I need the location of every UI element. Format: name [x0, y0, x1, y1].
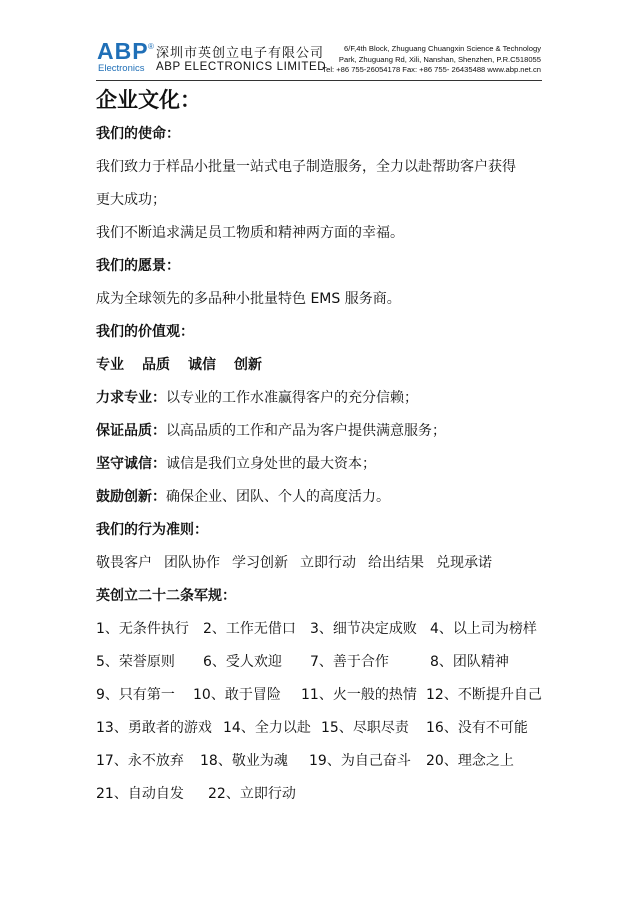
conduct-item: 敬畏客户: [96, 555, 152, 571]
rule-item: 17、永不放弃: [96, 753, 184, 769]
conduct-items: [96, 547, 556, 580]
value-term: 鼓励创新：: [96, 489, 166, 505]
value-desc: 确保企业、团队、个人的高度活力。: [166, 489, 390, 505]
value-item: [96, 448, 556, 481]
values-heading: 我们的价值观：: [96, 324, 194, 340]
conduct-item: 团队协作: [164, 555, 220, 571]
rule-item: 12、不断提升自己: [426, 687, 542, 703]
logo-abp-text: ABP: [97, 38, 149, 64]
mission-heading: 我们的使命：: [96, 126, 180, 142]
address-line: 6/F,4th Block, Zhuguang Chuangxin Science & Technology: [343, 44, 541, 53]
company-name-en: ABP ELECTRONICS LIMITED: [156, 61, 327, 73]
conduct-item: 学习创新: [232, 555, 288, 571]
mission-line: 我们不断追求满足员工物质和精神两方面的幸福。: [96, 225, 404, 241]
mission-line: 我们致力于样品小批量一站式电子制造服务，全力以赴帮助客户获得: [96, 159, 516, 175]
rule-item: 8、团队精神: [430, 654, 509, 670]
rule-item: 13、勇敢者的游戏: [96, 720, 212, 736]
rules-row: [96, 679, 556, 712]
rules-row: [96, 646, 556, 679]
address-line: Tel: +86 755-26054178 Fax: +86 755- 26435488 www.abp.net.cn: [322, 65, 541, 74]
conduct-item: 兑现承诺: [436, 555, 492, 571]
rules-row: [96, 745, 556, 778]
mission-line: 更大成功；: [96, 192, 166, 208]
value-keyword: 诚信: [188, 357, 216, 373]
rule-item: 2、工作无借口: [203, 621, 296, 637]
rule-item: 9、只有第一: [96, 687, 175, 703]
rules-row: [96, 778, 556, 811]
value-term: 坚守诚信：: [96, 456, 166, 472]
value-desc: 诚信是我们立身处世的最大资本；: [166, 456, 376, 472]
rule-item: 10、敢于冒险: [193, 687, 281, 703]
conduct-heading: 我们的行为准则：: [96, 522, 208, 538]
rule-item: 11、火一般的热情: [301, 687, 417, 703]
value-item: [96, 481, 556, 514]
rules-row: [96, 613, 556, 646]
value-term: 力求专业：: [96, 390, 166, 406]
value-term: 保证品质：: [96, 423, 166, 439]
rule-item: 1、无条件执行: [96, 621, 189, 637]
value-desc: 以专业的工作水准赢得客户的充分信赖；: [166, 390, 418, 406]
document-body: [96, 82, 556, 811]
rule-item: 22、立即行动: [208, 786, 296, 802]
logo-electronics-text: Electronics: [98, 63, 145, 74]
page-title: 企业文化：: [96, 88, 201, 112]
company-name-cn: 深圳市英创立电子有限公司: [156, 46, 325, 61]
vision-line: 成为全球领先的多品种小批量特色 EMS 服务商。: [96, 291, 401, 307]
header-divider: [96, 80, 542, 81]
rule-item: 19、为自己奋斗: [309, 753, 411, 769]
value-desc: 以高品质的工作和产品为客户提供满意服务；: [166, 423, 446, 439]
value-keyword: 品质: [142, 357, 170, 373]
value-item: [96, 382, 556, 415]
company-address: [322, 44, 541, 76]
values-keywords: [96, 349, 556, 382]
value-keyword: 创新: [234, 357, 262, 373]
value-item: [96, 415, 556, 448]
rule-item: 3、细节决定成败: [310, 621, 417, 637]
rule-item: 7、善于合作: [310, 654, 389, 670]
value-keyword: 专业: [96, 357, 124, 373]
rule-item: 20、理念之上: [426, 753, 514, 769]
rule-item: 6、受人欢迎: [203, 654, 282, 670]
rule-item: 21、自动自发: [96, 786, 184, 802]
registered-mark: ®: [148, 42, 154, 51]
rule-item: 4、以上司为榜样: [430, 621, 537, 637]
conduct-item: 立即行动: [300, 555, 356, 571]
rule-item: 15、尽职尽责: [321, 720, 409, 736]
conduct-item: 给出结果: [368, 555, 424, 571]
rule-item: 18、敬业为魂: [200, 753, 288, 769]
rule-item: 14、全力以赴: [223, 720, 311, 736]
vision-heading: 我们的愿景：: [96, 258, 180, 274]
address-line: Park, Zhuguang Rd, Xili, Nanshan, Shenzhen, P.R.C518055: [338, 54, 541, 64]
rule-item: 5、荣誉原则: [96, 654, 175, 670]
rules-row: [96, 712, 556, 745]
rule-item: 16、没有不可能: [426, 720, 528, 736]
rules-heading: 英创立二十二条军规：: [96, 588, 236, 604]
letterhead: [0, 0, 638, 80]
